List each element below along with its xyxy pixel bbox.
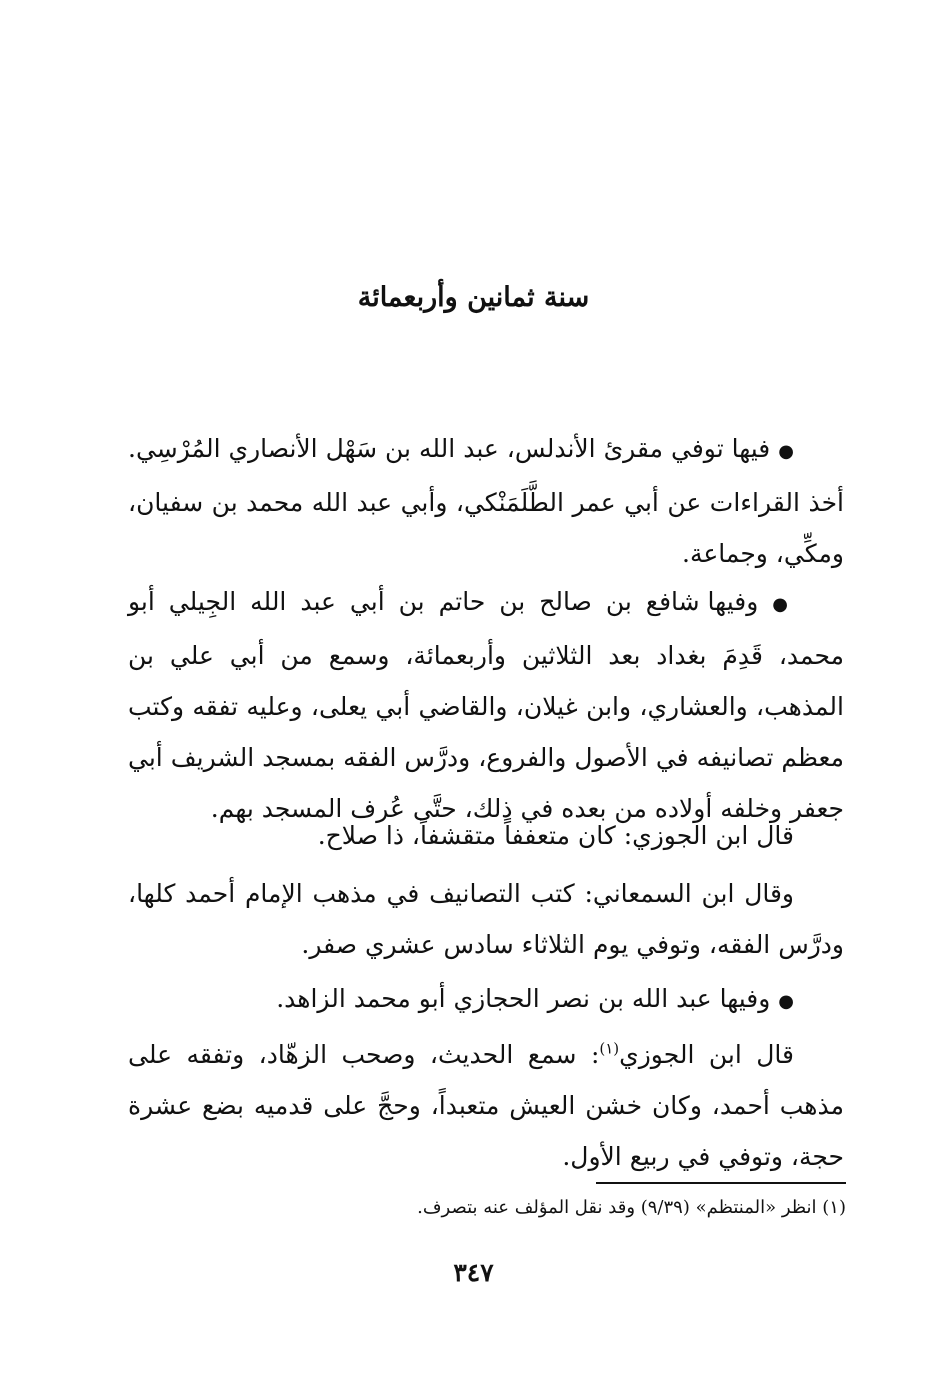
paragraph-quote-3 <box>128 1029 844 1182</box>
bullet-icon: ● <box>778 441 794 462</box>
page-title: سنة ثمانين وأربعمائة <box>357 282 590 313</box>
paragraph-entry-3 <box>128 973 844 1027</box>
footnote-reference[interactable]: (١) <box>599 1039 620 1058</box>
paragraph-text: وفيها عبد الله بن نصر الحجازي أبو محمد الزاهد. <box>276 984 771 1013</box>
paragraph-text: وفيها شافع بن صالح بن حاتم بن أبي عبد الله الجِيلي أبو محمد، قَدِمَ بغداد بعد الثلاثين وأربعمائة، وسمع من أبي علي بن المذهب، والعشاري، وابن غيلان، والقاضي أبي يعلى، وعليه تفقه وكتب معظم تصانيفه في الأصول والفروع، ودرَّس الفقه بمسجد الشريف أبي جعفر وخلفه أولاده من بعده في ذلك، حتَّى عُرف المسجد بهم. <box>128 587 844 823</box>
page-number: ٣٤٧ <box>453 1258 494 1287</box>
paragraph-quote-1 <box>128 810 844 861</box>
paragraph-text: وقال ابن السمعاني: كتب التصانيف في مذهب الإمام أحمد كلها، ودرَّس الفقه، وتوفي يوم الثلاثاء سادس عشري صفر. <box>128 879 844 959</box>
bullet-icon: ● <box>778 991 794 1012</box>
paragraph-text: : سمع الحديث، وصحب الزهّاد، وتفقه على مذهب أحمد، وكان خشن العيش متعبداً، وحجَّ على قدميه بضع عشرة حجة، وتوفي في ربيع الأول. <box>128 1040 844 1171</box>
paragraph-text: فيها توفي مقرئ الأندلس، عبد الله بن سَهْل الأنصاري المُرْسِي. أخذ القراءات عن أبي عمر الطَّلَمَنْكي، وأبي عبد الله محمد بن سفيان، ومكِّي، وجماعة. <box>128 434 844 568</box>
paragraph-quote-2 <box>128 868 844 970</box>
paragraph-text: قال ابن الجوزي <box>619 1040 794 1069</box>
paragraph-entry-1 <box>128 423 844 579</box>
bullet-icon: ● <box>772 594 794 615</box>
footnote-divider <box>596 1182 846 1184</box>
paragraph-text: قال ابن الجوزي: كان متعففاً متقشفاً، ذا صلاح. <box>317 821 794 850</box>
paragraph-entry-2 <box>128 576 844 834</box>
footnote: (١) انظر «المنتظم» (٩/٣٩) وقد نقل المؤلف عنه بتصرف. <box>417 1197 846 1218</box>
